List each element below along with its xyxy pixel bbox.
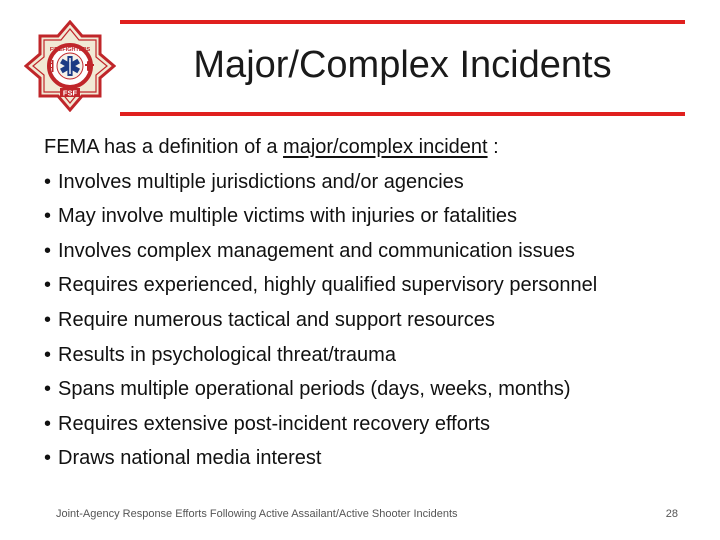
list-item [44, 441, 694, 476]
slide-body [44, 130, 694, 476]
bullet-icon: • [44, 239, 52, 262]
bullet-icon: • [44, 274, 52, 297]
list-item [44, 338, 694, 373]
bullet-icon: • [44, 308, 52, 331]
logo-top-text: FIREFIGHTERS [49, 47, 91, 53]
bullet-icon: • [44, 205, 52, 228]
footer-text: Joint-Agency Response Efforts Following Active Assailant/Active Shooter Incidents [56, 508, 458, 520]
list-item [44, 303, 694, 338]
bullet-icon: • [44, 412, 52, 435]
intro-prefix: FEMA has a definition of a [44, 136, 284, 158]
maltese-cross-icon [24, 20, 116, 112]
list-item-text: Involves multiple jurisdictions and/or agencies [58, 170, 464, 193]
page-number: 28 [665, 508, 678, 520]
list-item-text: Spans multiple operational periods (days, weeks, months) [58, 378, 571, 401]
list-item [44, 268, 694, 303]
intro-suffix: : [487, 136, 499, 158]
logo-bottom-text: FSF [62, 88, 78, 98]
fire-service-logo [24, 20, 116, 112]
bullet-icon: • [44, 447, 52, 470]
list-item [44, 372, 694, 407]
list-item-text: Require numerous tactical and support resources [58, 308, 495, 331]
header-rule-top [120, 20, 685, 24]
header-rule-bottom [120, 112, 685, 116]
bullet-icon: • [44, 170, 52, 193]
list-item-text: Results in psychological threat/trauma [58, 343, 396, 366]
bullet-list [44, 165, 694, 476]
list-item-text: May involve multiple victims with injuries or fatalities [58, 205, 518, 228]
intro-underlined-term: major/complex incident [283, 136, 488, 158]
list-item [44, 199, 694, 234]
list-item-text: Draws national media interest [58, 447, 322, 470]
list-item [44, 234, 694, 269]
list-item-text: Requires extensive post-incident recovery efforts [58, 412, 491, 435]
page-title: Major/Complex Incidents [193, 44, 612, 86]
bullet-icon: • [44, 343, 52, 366]
intro-line [44, 130, 694, 165]
list-item-text: Requires experienced, highly qualified supervisory personnel [58, 274, 598, 297]
list-item [44, 165, 694, 200]
list-item-text: Involves complex management and communication issues [58, 239, 575, 262]
bullet-icon: • [44, 378, 52, 401]
list-item [44, 407, 694, 442]
